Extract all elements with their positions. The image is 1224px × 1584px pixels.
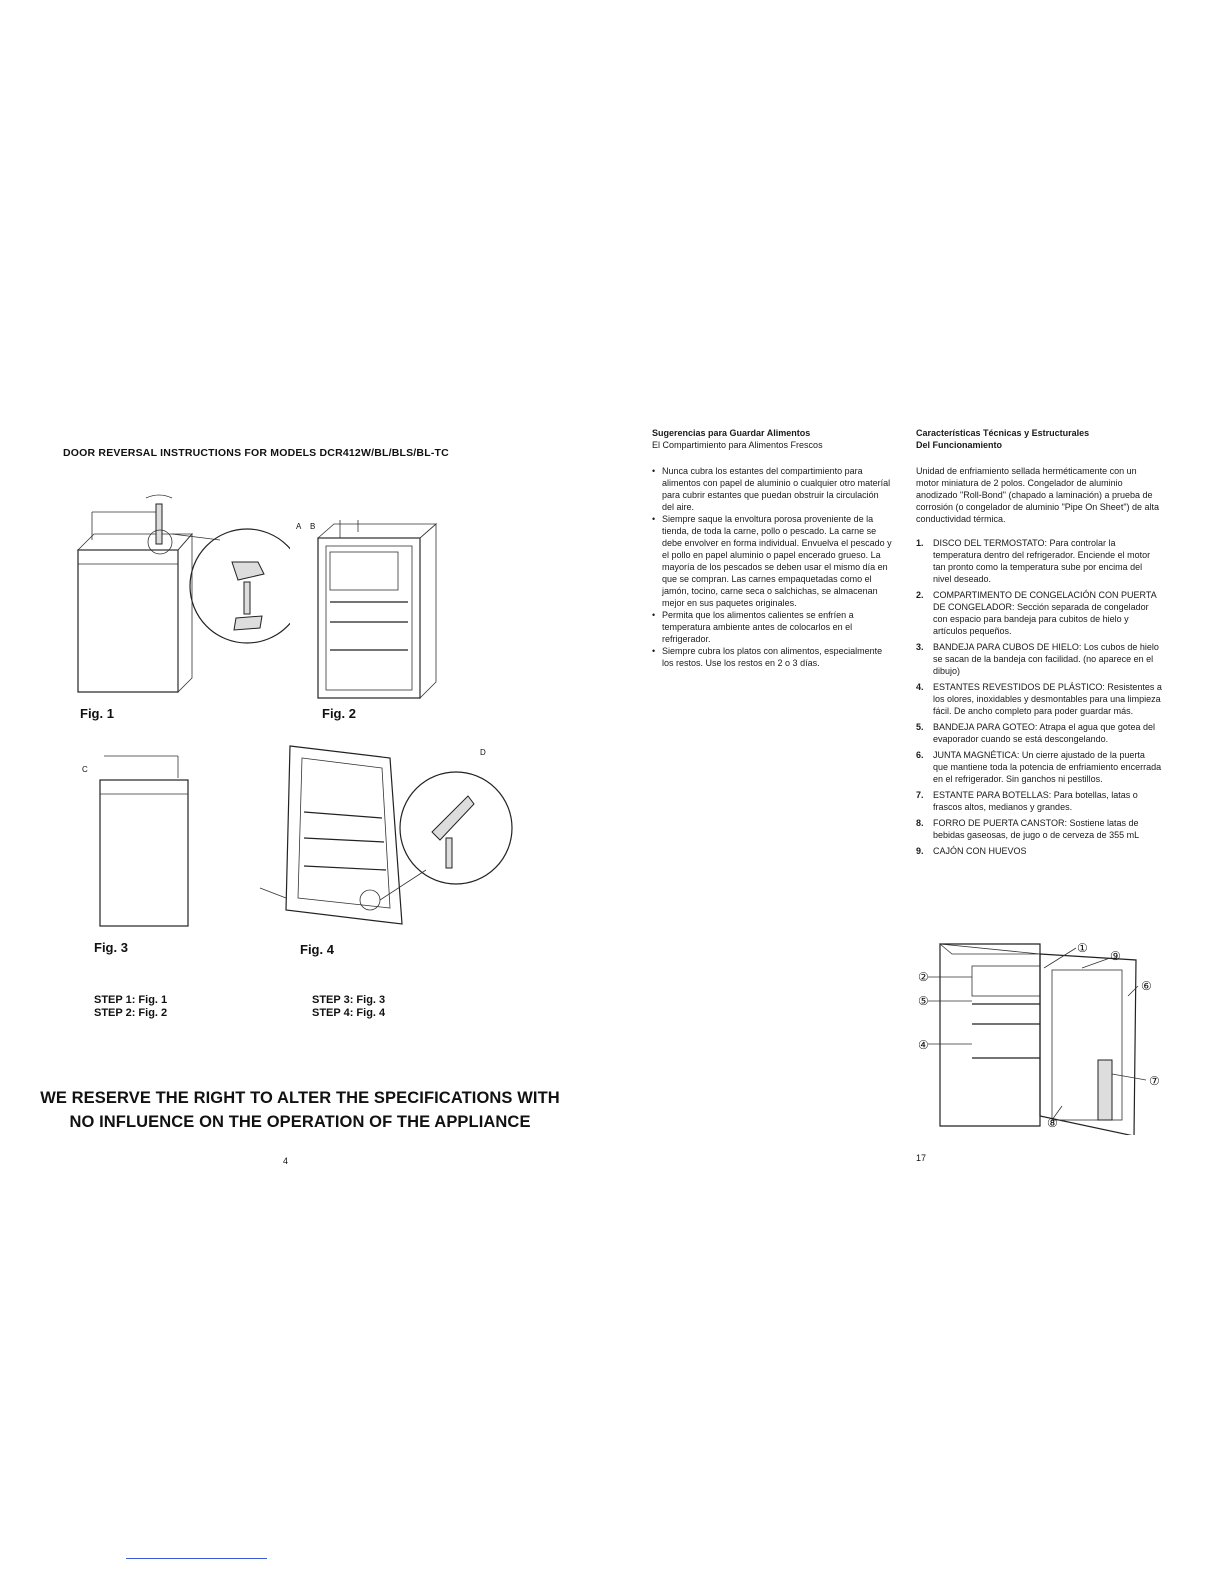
fig1-fridge-side — [178, 534, 192, 692]
item-number: 1. — [916, 538, 924, 548]
fig1-screwdriver — [156, 504, 162, 544]
features-list — [916, 537, 1162, 857]
diagram-leader-9 — [1082, 958, 1110, 968]
food-storage-title: Sugerencias para Guardar Alimentos — [652, 428, 811, 438]
fig3-illustration — [80, 750, 200, 930]
list-item — [916, 681, 1162, 717]
features-column — [916, 427, 1162, 861]
features-title: Características Técnicas y Estructurales — [916, 428, 1090, 438]
fig4-illustration — [256, 738, 526, 938]
fig1-hinge-pin — [244, 582, 250, 614]
diagram-freezer — [972, 966, 1040, 996]
diagram-callout-8: ⑧ — [1047, 1116, 1058, 1130]
diagram-leader-6 — [1128, 986, 1138, 996]
fig4-hinge-circle — [360, 890, 380, 910]
fig4-label: Fig. 4 — [300, 942, 334, 957]
step-1: STEP 1: Fig. 1 — [94, 994, 168, 1006]
fig4-shelves — [304, 812, 386, 870]
item-number: 6. — [916, 750, 924, 760]
fig1-fridge-body — [78, 550, 178, 692]
step-4: STEP 4: Fig. 4 — [312, 1007, 386, 1019]
fig2-fridge-top — [318, 524, 436, 538]
list-item — [916, 845, 1162, 857]
item-text: ESTANTES REVESTIDOS DE PLÁSTICO: Resistentes a los olores, inoxidables y desmontables para una limpieza fácil. De ancho completo para poder guardar más. — [933, 682, 1162, 716]
fig4-leader-left — [260, 888, 286, 898]
item-text: BANDEJA PARA CUBOS DE HIELO: Los cubos de hielo se sacan de la bandeja con facilidad. (no aparece en el dibujo) — [933, 642, 1159, 676]
food-storage-subtitle: El Compartimiento para Alimentos Frescos — [652, 440, 823, 450]
diagram-callout-9: ⑨ — [1110, 949, 1121, 963]
item-text: FORRO DE PUERTA CANSTOR: Sostiene latas de bebidas gaseosas, de jugo o de cerveza de 355 mL — [933, 818, 1140, 840]
item-number: 7. — [916, 790, 924, 800]
fig1-hinge-part — [232, 562, 264, 580]
fig2-inner-cabinet — [326, 546, 412, 690]
list-item — [916, 817, 1162, 841]
step-3: STEP 3: Fig. 3 — [312, 994, 386, 1006]
diagram-callout-7: ⑦ — [1149, 1074, 1160, 1088]
diagram-callout-2: ② — [918, 970, 929, 984]
list-item: • Siempre cubra los platos con alimentos, especialmente los restos. Use los restos en 2 o 3 días. — [652, 645, 892, 669]
fig4-detail-leader — [380, 870, 426, 900]
diagram-callout-1: ① — [1077, 941, 1088, 955]
item-text: ESTANTE PARA BOTELLAS: Para botellas, latas o frascos altos, medianos y grandes. — [933, 790, 1138, 812]
list-item — [916, 749, 1162, 785]
fig1-label: Fig. 1 — [80, 706, 114, 721]
food-storage-column — [652, 427, 892, 669]
item-number: 4. — [916, 682, 924, 692]
list-item: • Siempre saque la envoltura porosa proveniente de la tienda, de toda la carne, pollo o pescado. La carne se debe envolver en forma individual. Envuelva el pescado y el pollo en papel aluminio o papel encerado grueso. La mayoría de los pescados se deben usar el mismo día en que se compran. Las carnes empaquetadas como el jamón, tocino, carne seca o salchichas, se almacenan mejor en sus paquetes originales. — [652, 513, 892, 609]
disclaimer-line-1: WE RESERVE THE RIGHT TO ALTER THE SPECIFICATIONS WITH — [40, 1089, 560, 1107]
list-item: • Permita que los alimentos calientes se enfríen a temperatura ambiente antes de colocarlos en el refrigerador. — [652, 609, 892, 645]
fig3-door — [100, 780, 188, 926]
fig4-hinge-bracket — [432, 796, 474, 840]
features-intro: Unidad de enfriamiento sellada herméticamente con un motor miniatura de 2 polos. Congelador de aluminio anodizado "Roll-Bond" (chapado a laminación) a prueba de corrosión (o congelador de aluminio "Pipe On Sheet") de alta conductividad térmica. — [916, 466, 1160, 524]
diagram-open-door — [1040, 954, 1136, 1135]
list-item — [916, 537, 1162, 585]
callout-b: B — [310, 522, 316, 531]
fig1-rotate-arrow — [146, 495, 172, 498]
item-text: CAJÓN CON HUEVOS — [933, 846, 1027, 856]
fig2-illustration — [280, 510, 440, 705]
fig1-hinge-plate — [234, 616, 262, 630]
item-text: COMPARTIMENTO DE CONGELACIÓN CON PUERTA DE CONGELADOR: Sección separada de congelador con espacio para bandeja para cubitos de hielo y artículos pequeños. — [933, 590, 1157, 636]
diagram-shelves — [972, 1004, 1040, 1058]
fig2-shelves — [330, 602, 408, 650]
diagram-callout-4: ④ — [918, 1038, 929, 1052]
page-number-left: 4 — [283, 1156, 289, 1166]
item-number: 8. — [916, 818, 924, 828]
fig1-illustration — [60, 490, 290, 705]
diagram-fridge-body — [940, 944, 1040, 1126]
disclaimer — [40, 1086, 560, 1134]
list-item: • Nunca cubra los estantes del compartimiento para alimentos con papel de aluminio o cualquier otro materíal para cubrir estantes que puedan obstruir la circulación del aire. — [652, 465, 892, 513]
disclaimer-line-2: NO INFLUENCE ON THE OPERATION OF THE APPLIANCE — [69, 1113, 531, 1131]
door-reversal-heading: DOOR REVERSAL INSTRUCTIONS FOR MODELS DCR412W/BL/BLS/BL-TC — [63, 447, 449, 459]
item-text: JUNTA MAGNÉTICA: Un cierre ajustado de la puerta que mantiene toda la potencia de enfriamiento encerrada en el refrigerador. Sin ganchos ni pestillos. — [933, 750, 1162, 784]
item-text: DISCO DEL TERMOSTATO: Para controlar la temperatura dentro del refrigerador. Enciende el motor tan pronto como la temperatura sube por encima del nivel deseado. — [933, 538, 1151, 584]
fig2-fridge-body — [318, 538, 420, 698]
diagram-callout-6: ⑥ — [1141, 979, 1152, 993]
footer-rule — [126, 1558, 267, 1559]
item-text: BANDEJA PARA GOTEO: Atrapa el agua que gotea del evaporador cuando se está descongelando. — [933, 722, 1155, 744]
page-number-right: 17 — [916, 1153, 927, 1163]
diagram-leader-7 — [1112, 1074, 1146, 1080]
fig4-inner-cabinet — [298, 758, 390, 908]
fig2-label: Fig. 2 — [322, 706, 356, 721]
fig1-fridge-top — [78, 534, 192, 550]
fig2-fridge-side — [420, 524, 436, 698]
item-number: 9. — [916, 846, 924, 856]
fig2-freezer — [330, 552, 398, 590]
diagram-leader-1 — [1044, 948, 1076, 968]
diagram-callout-5: ⑤ — [918, 994, 929, 1008]
fig4-hinge-screws — [446, 838, 452, 868]
fig1-detail-leader — [172, 534, 220, 540]
list-item — [916, 789, 1162, 813]
food-storage-bullets — [652, 465, 892, 669]
item-number: 2. — [916, 590, 924, 600]
callout-a: A — [296, 522, 302, 531]
fig3-label: Fig. 3 — [94, 940, 128, 955]
diagram-fridge-top — [940, 944, 1040, 954]
list-item — [916, 589, 1162, 637]
refrigerator-diagram — [912, 940, 1162, 1135]
features-subtitle: Del Funcionamiento — [916, 440, 1003, 450]
diagram-bottle — [1098, 1060, 1112, 1120]
step-2: STEP 2: Fig. 2 — [94, 1007, 168, 1019]
list-item — [916, 641, 1162, 677]
fig4-detail-circle — [400, 772, 512, 884]
callout-d: D — [480, 748, 486, 757]
callout-c: C — [82, 765, 88, 774]
item-number: 3. — [916, 642, 924, 652]
item-number: 5. — [916, 722, 924, 732]
list-item — [916, 721, 1162, 745]
